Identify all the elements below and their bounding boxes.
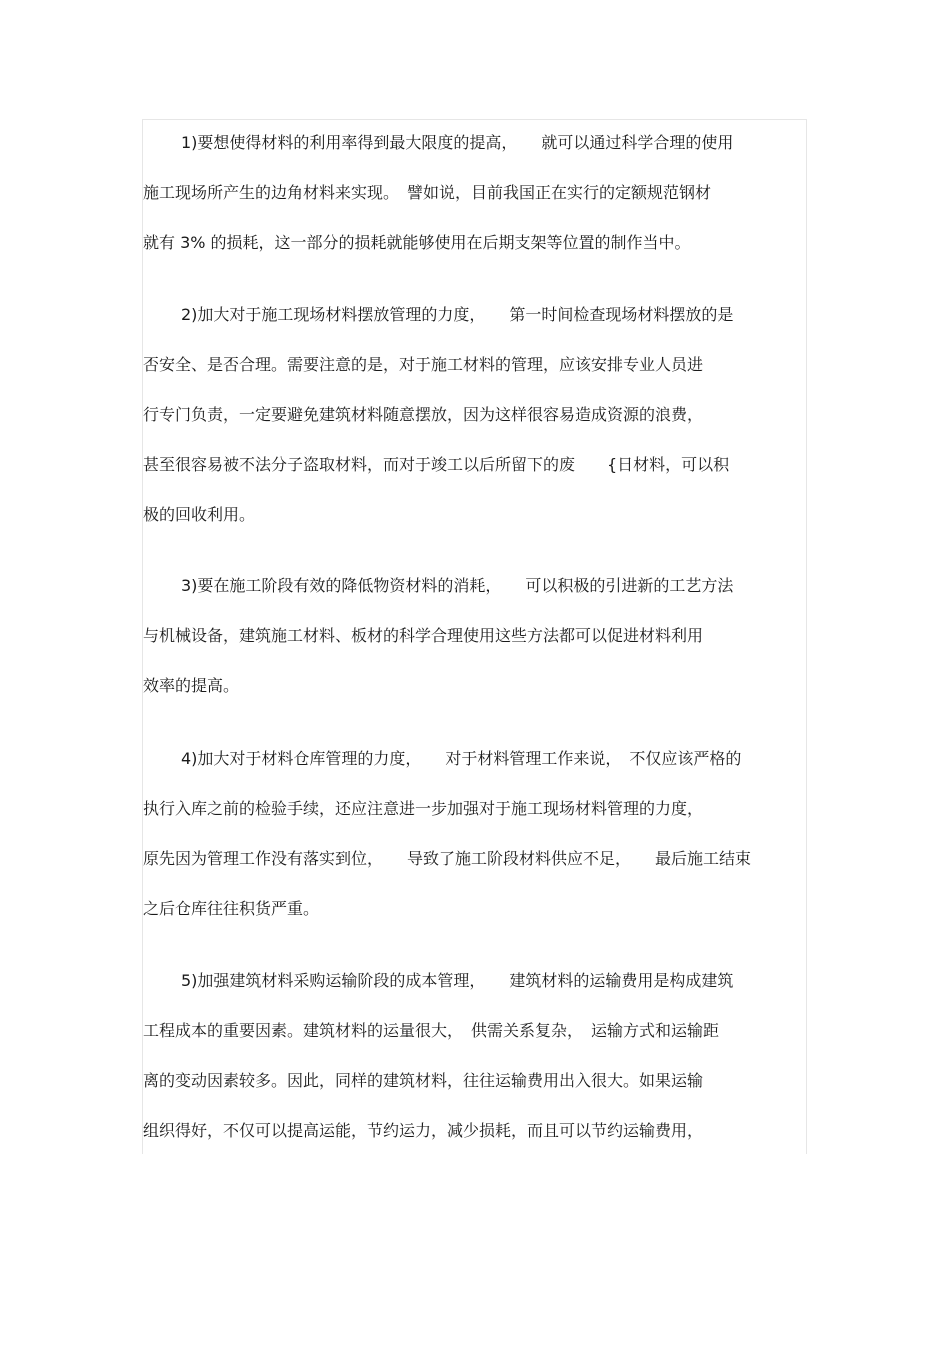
text-line: 1)要想使得材料的利用率得到最大限度的提高， 就可以通过科学合理的使用	[181, 133, 734, 152]
text-line: 之后仓库往往积货严重。	[143, 899, 320, 918]
text-line: 工程成本的重要因素。建筑材料的运量很大， 供需关系复杂， 运输方式和运输距	[143, 1021, 720, 1040]
paragraph-5	[143, 956, 803, 1156]
text-line: 极的回收利用。	[143, 505, 256, 524]
paragraph-4	[143, 734, 803, 934]
text-line: 原先因为管理工作没有落实到位， 导致了施工阶段材料供应不足， 最后施工结束	[143, 849, 752, 868]
text-line: 就有 3% 的损耗，这一部分的损耗就能够使用在后期支架等位置的制作当中。	[143, 233, 691, 252]
paragraph-3	[143, 561, 803, 711]
text-line: 3)要在施工阶段有效的降低物资材料的消耗， 可以积极的引进新的工艺方法	[181, 576, 734, 595]
text-line: 离的变动因素较多。因此，同样的建筑材料，往往运输费用出入很大。如果运输	[143, 1071, 704, 1090]
text-line: 行专门负责，一定要避免建筑材料随意摆放，因为这样很容易造成资源的浪费，	[143, 405, 704, 424]
text-line: 甚至很容易被不法分子盗取材料，而对于竣工以后所留下的废 {日材料，可以积	[143, 455, 730, 474]
text-line: 否安全、是否合理。需要注意的是，对于施工材料的管理，应该安排专业人员进	[143, 355, 704, 374]
text-line: 施工现场所产生的边角材料来实现。 譬如说，目前我国正在实行的定额规范钢材	[143, 183, 712, 202]
text-line: 执行入库之前的检验手续，还应注意进一步加强对于施工现场材料管理的力度，	[143, 799, 704, 818]
text-line: 2)加大对于施工现场材料摆放管理的力度， 第一时间检查现场材料摆放的是	[181, 305, 734, 324]
paragraph-1	[143, 118, 803, 268]
paragraph-2	[143, 290, 803, 540]
text-line: 与机械设备，建筑施工材料、板材的科学合理使用这些方法都可以促进材料利用	[143, 626, 704, 645]
text-line: 4)加大对于材料仓库管理的力度， 对于材料管理工作来说， 不仅应该严格的	[181, 749, 742, 768]
text-line: 组织得好，不仅可以提高运能，节约运力，减少损耗，而且可以节约运输费用，	[143, 1121, 704, 1140]
text-line: 效率的提高。	[143, 676, 240, 695]
text-line: 5)加强建筑材料采购运输阶段的成本管理， 建筑材料的运输费用是构成建筑	[181, 971, 734, 990]
